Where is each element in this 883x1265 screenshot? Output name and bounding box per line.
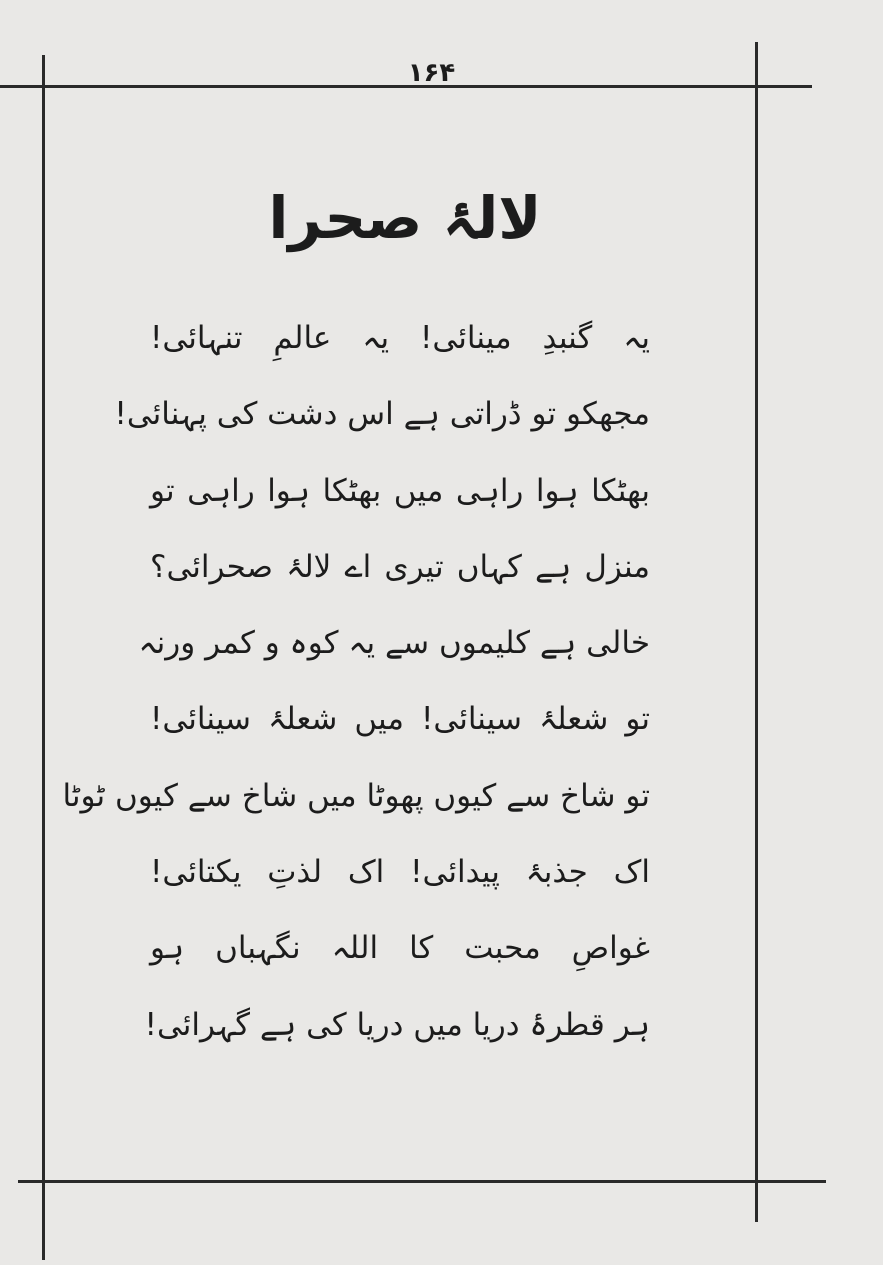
verse-line: ہر قطرۂ دریا میں دریا کی ہے گہرائی!	[144, 1006, 650, 1043]
poem-title: لالۂ صحرا	[268, 184, 542, 252]
verse-line: بھٹکا ہوا راہی میں بھٹکا ہوا راہی تو	[150, 472, 650, 509]
right-border-line	[755, 42, 758, 1222]
verse-line: تو شاخ سے کیوں پھوٹا میں شاخ سے کیوں ٹوٹا	[62, 777, 650, 814]
bottom-rule-line	[18, 1180, 826, 1183]
verse-line: خالی ہے کلیموں سے یہ کوہ و کمر ورنہ	[138, 625, 650, 662]
left-border-line	[42, 55, 45, 1260]
verse-line: یہ گنبدِ مینائی! یہ عالمِ تنہائی!	[150, 320, 650, 356]
verse-line: اک جذبۂ پیدائی! اک لذتِ یکتائی!	[150, 854, 650, 891]
verse-line: منزل ہے کہاں تیری اے لالۂ صحرائی؟	[150, 548, 650, 585]
poem-verses	[62, 300, 650, 1063]
verse-line: تو شعلۂ سینائی! میں شعلۂ سینائی!	[150, 701, 650, 738]
page-number: ۱۶۴	[407, 58, 456, 88]
verse-line: مجھکو تو ڈراتی ہے اس دشت کی پہنائی!	[114, 396, 650, 433]
verse-line: غواصِ محبت کا اللہ نگہباں ہو	[150, 930, 650, 967]
